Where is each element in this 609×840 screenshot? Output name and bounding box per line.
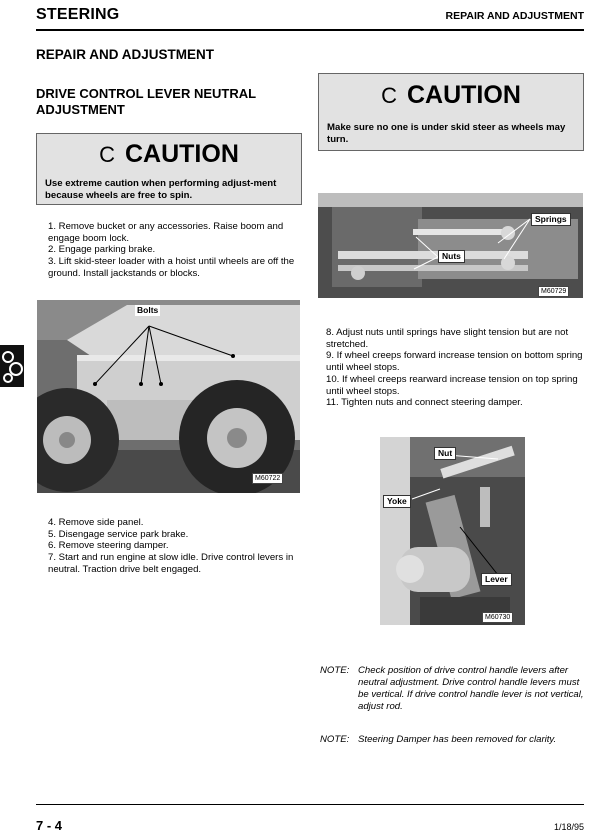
note-damper xyxy=(320,734,584,748)
chapter-title: STEERING xyxy=(36,6,120,23)
figure-label: M60729 xyxy=(538,286,569,297)
caution-box-left xyxy=(36,133,302,205)
page-number: 7 - 4 xyxy=(36,818,63,833)
step-item: 2. Engage parking brake. xyxy=(48,244,156,256)
figure-label: M60730 xyxy=(482,612,513,623)
step-item: 5. Disengage service park brake. xyxy=(48,528,189,540)
chapter-side-tab xyxy=(0,345,24,387)
springs-photo xyxy=(318,193,583,298)
step-item: 11. Tighten nuts and connect steering damper. xyxy=(326,397,523,409)
caution-box-right xyxy=(318,73,584,151)
steps-list-b xyxy=(48,517,300,576)
note-text: Check position of drive control handle levers after neutral adjustment. Drive control handle levers must be vertical. If drive control handle lever is not vertical, adjust rod. xyxy=(358,665,584,712)
steps-list-c xyxy=(326,327,584,409)
nut-callout: Nut xyxy=(434,447,456,460)
lever-callout: Lever xyxy=(481,573,512,586)
section-title: REPAIR AND ADJUSTMENT xyxy=(36,47,215,62)
bolts-callout: Bolts xyxy=(137,305,159,315)
step-item: 7. Start and run engine at slow idle. Drive control levers in neutral. Traction drive belt engaged. xyxy=(48,552,294,575)
caution-text: Use extreme caution when performing adjust-ment because wheels are free to spin. xyxy=(45,178,277,201)
section-header: REPAIR AND ADJUSTMENT xyxy=(445,10,584,22)
nuts-callout: Nuts xyxy=(438,250,465,263)
steps-list-a xyxy=(48,221,300,280)
caution-symbol: C xyxy=(381,83,397,108)
caution-heading xyxy=(319,81,583,110)
footer-rule xyxy=(36,804,584,805)
step-item: 10. If wheel creeps rearward increase tension on top spring until wheel stops. xyxy=(326,373,578,397)
loader-side-photo xyxy=(37,300,300,493)
revision-date: 1/18/95 xyxy=(553,822,584,832)
step-item: 8. Adjust nuts until springs have slight tension but are not stretched. xyxy=(326,327,569,350)
caution-heading xyxy=(37,140,301,169)
note-label: NOTE: xyxy=(320,734,350,745)
step-item: 4. Remove side panel. xyxy=(48,517,144,528)
figure-label: M60722 xyxy=(252,473,283,484)
caution-symbol: C xyxy=(99,142,115,167)
note-text: Steering Damper has been removed for clarity. xyxy=(358,734,557,745)
caution-title: CAUTION xyxy=(407,81,521,109)
loader-illustration xyxy=(37,300,300,493)
note-label: NOTE: xyxy=(320,665,350,676)
yoke-callout: Yoke xyxy=(383,495,411,508)
caution-text: Make sure no one is under skid steer as wheels may turn. xyxy=(327,122,566,145)
lever-photo xyxy=(380,437,525,625)
steering-gear-icon xyxy=(0,345,24,387)
step-item: 3. Lift skid-steer loader with a hoist until wheels are off the ground. Install jackstands or blocks. xyxy=(48,256,295,279)
note-neutral-check xyxy=(320,665,584,715)
springs-callout: Springs xyxy=(531,213,571,226)
step-item: 6. Remove steering damper. xyxy=(48,540,169,552)
header-rule xyxy=(36,29,584,31)
springs-illustration xyxy=(318,193,583,298)
step-item: 9. If wheel creeps forward increase tension on bottom spring until wheel stops. xyxy=(326,350,583,374)
subsection-title: DRIVE CONTROL LEVER NEUTRAL ADJUSTMENT xyxy=(36,86,256,117)
step-item: 1. Remove bucket or any accessories. Raise boom and engage boom lock. xyxy=(48,221,284,244)
caution-title: CAUTION xyxy=(125,140,239,168)
lever-illustration xyxy=(380,437,525,625)
